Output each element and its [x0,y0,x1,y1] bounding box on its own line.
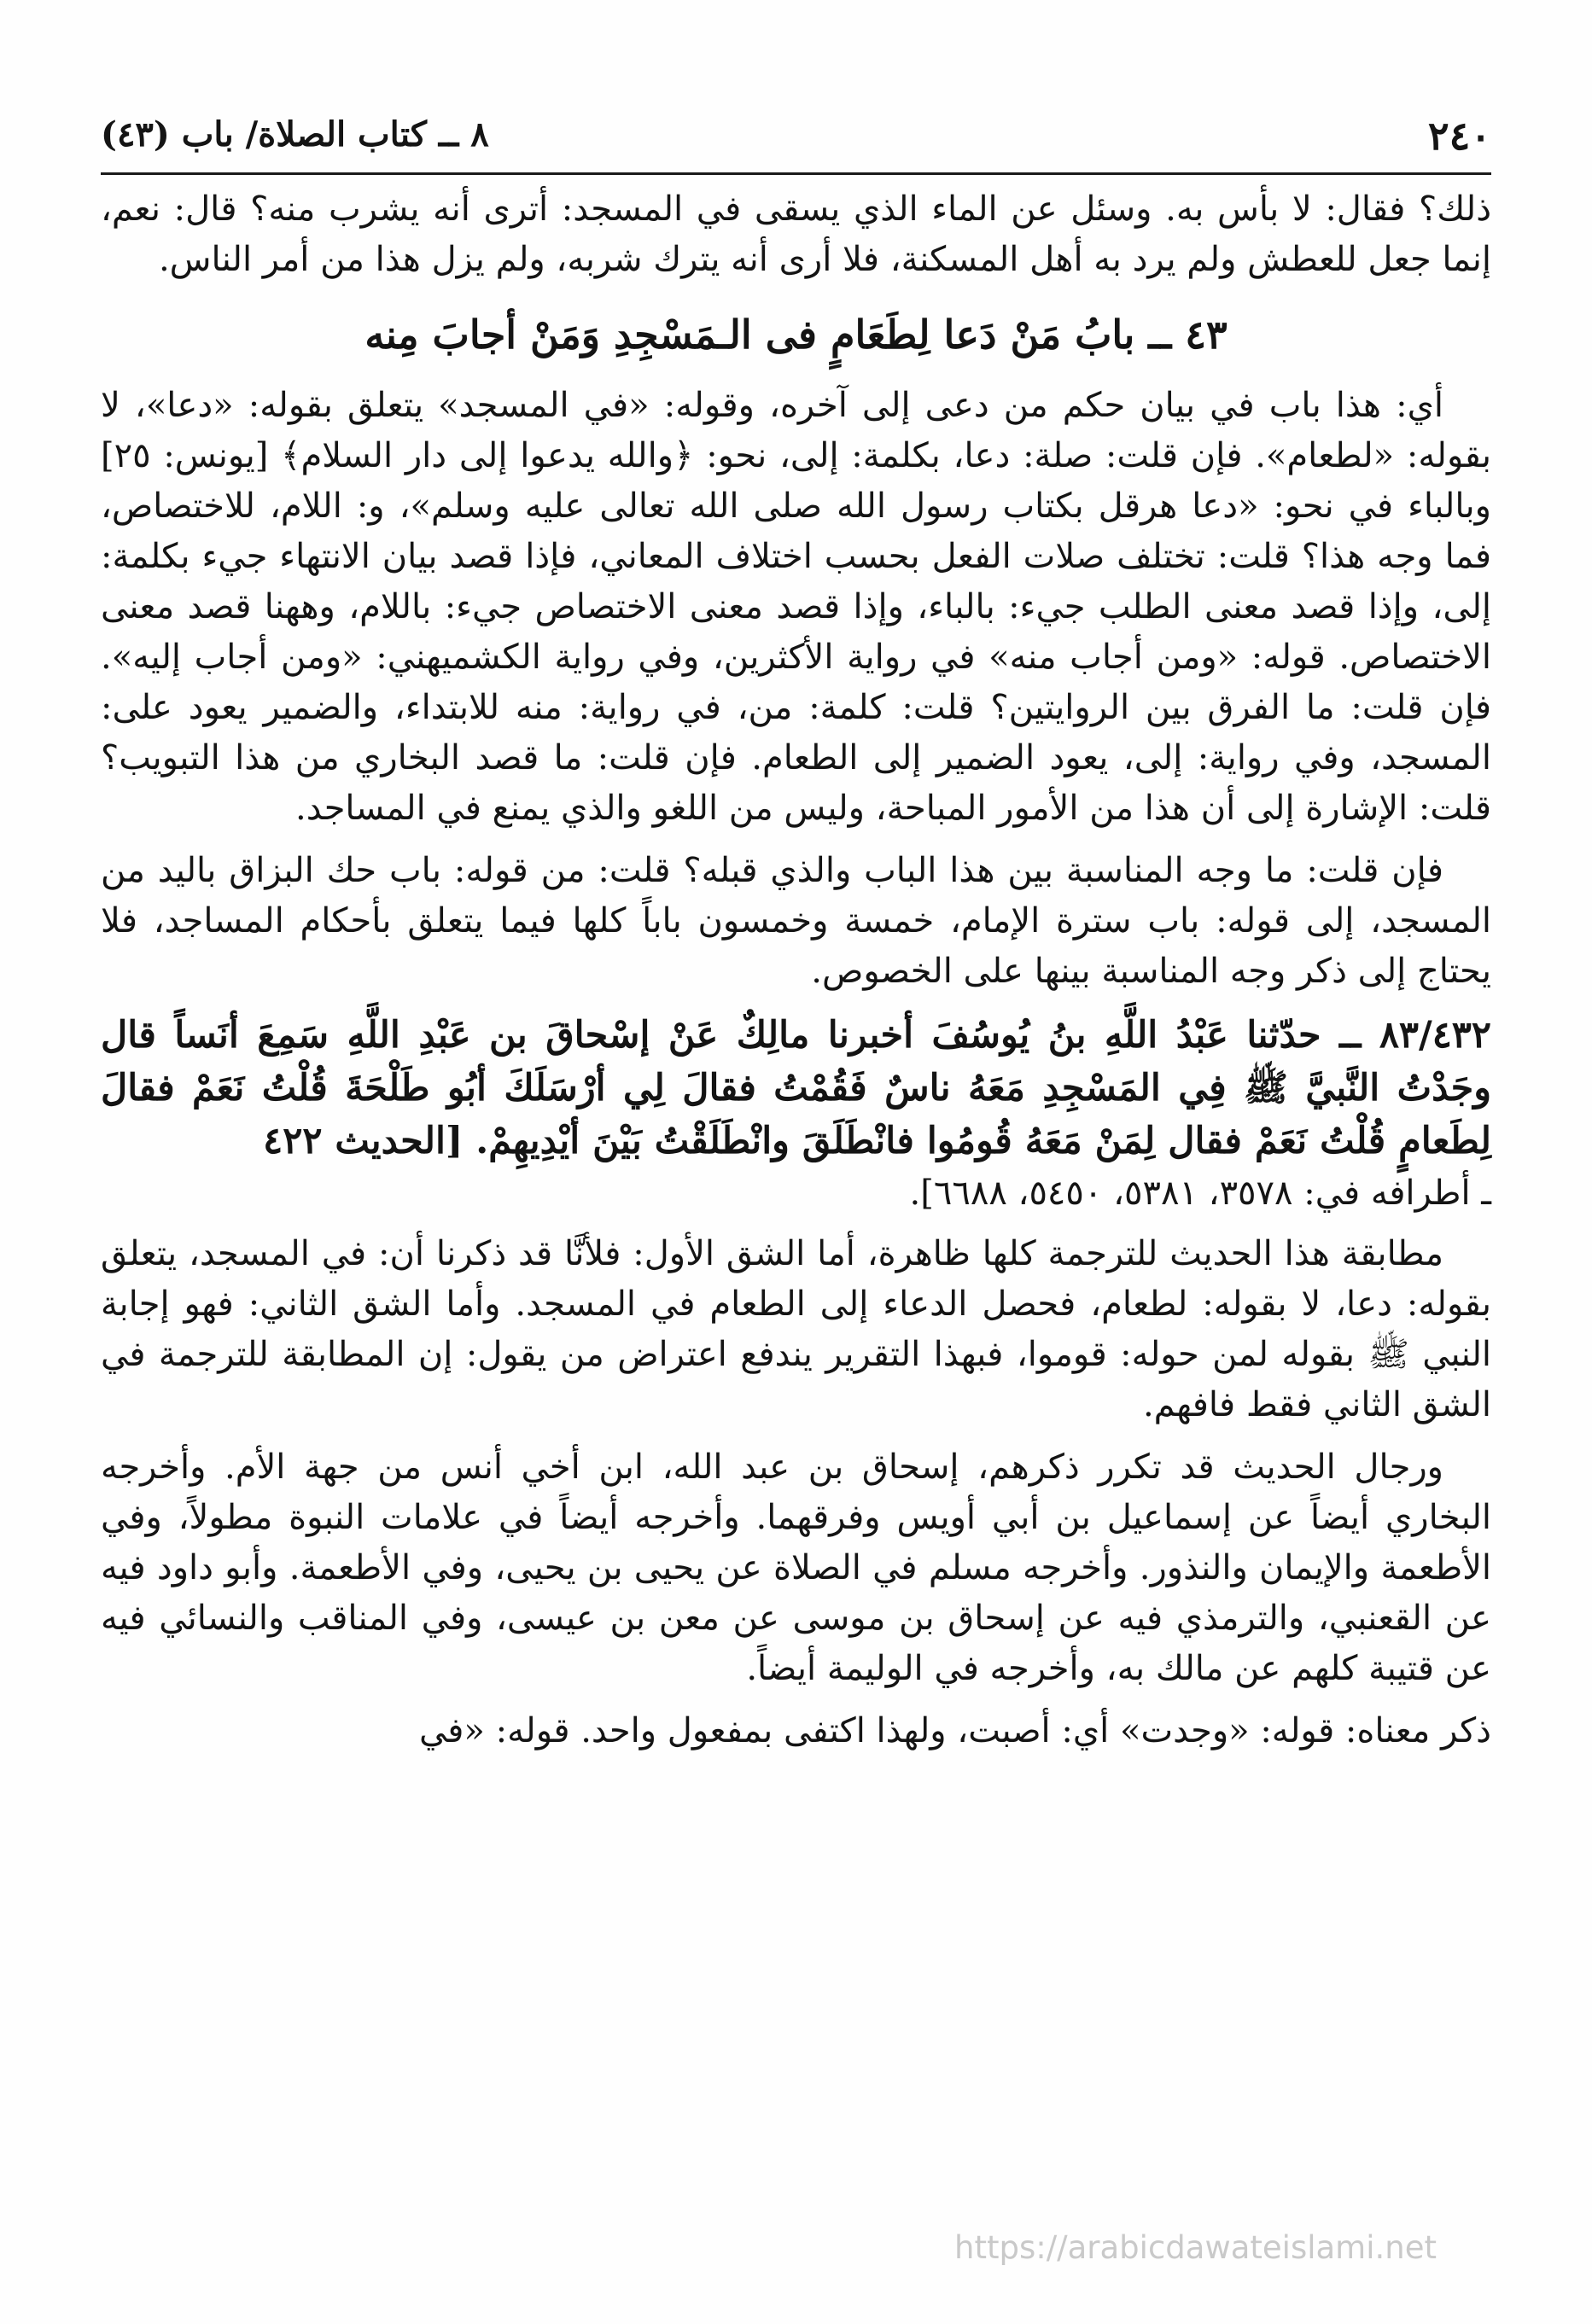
hadith-text: ٨٣/٤٣٢ ــ حدّثنا عَبْدُ اللَّهِ بنُ يُوسُفَ أخبرنا مالِكٌ عَنْ إسْحاقَ بن عَبْدِ اللَّهِ سَمِعَ أنَساً قال وجَدْتُ النَّبيَّ ﷺ فِي المَسْجِدِ مَعَهُ ناسٌ فَقُمْتُ فقالَ لِي أرْسَلَكَ أبُو طَلْحَةَ قُلْتُ نَعَمْ فقالَ لِطَعامٍ قُلْتُ نَعَمْ فقال لِمَنْ مَعَهُ قُومُوا فانْطَلَقَ وانْطَلَقْتُ بَيْنَ أيْدِيهِمْ. [الحديث ٤٢٢ [101,1014,1491,1162]
commentary-paragraph: ذكر معناه: قوله: «وجدت» أي: أصبت، ولهذا اكتفى بمفعول واحد. قوله: «في [418,1711,1491,1750]
commentary-paragraph: فإن قلت: ما وجه المناسبة بين هذا الباب والذي قبله؟ قلت: من قوله: باب حك البزاق باليد من المسجد، إلى قوله: باب سترة الإمام، خمسة وخمسون باباً كلها فيما يتعلق بأحكام المساجد، فلا يحتاج إلى ذكر وجه المناسبة بينها على الخصوص. [101,851,1491,991]
commentary-paragraph: أي: هذا باب في بيان حكم من دعى إلى آخره، وقوله: «في المسجد» يتعلق بقوله: «دعا»، لا بقوله: «لطعام». فإن قلت: صلة: دعا، بكلمة: إلى، نحو: ﴿والله يدعوا إلى دار السلام﴾ [يونس: ٢٥] وبالباء في نحو: «دعا هرقل بكتاب رسول الله صلى الله تعالى عليه وسلم»، و: اللام، للاختصاص، فما وجه هذا؟ قلت: تختلف صلات الفعل بحسب اختلاف المعاني، فإذا قصد بيان الانتهاء جيء بكلمة: إلى، وإذا قصد معنى الطلب جيء: بالباء، وإذا قصد معنى الاختصاص جيء: باللام، وههنا قصد معنى الاختصاص. قوله: «ومن أجاب منه» في رواية الأكثرين، وفي رواية الكشميهني: «ومن أجاب إليه». فإن قلت: ما الفرق بين الروايتين؟ قلت: كلمة: من، في رواية: منه للابتداء، والضمير يعود على: المسجد، وفي رواية: إلى، يعود الضمير إلى الطعام. فإن قلت: ما قصد البخاري من هذا التبويب؟ قلت: الإشارة إلى أن هذا من الأمور المباحة، وليس من اللغو والذي يمنع في المساجد. [101,386,1491,828]
header-divider [101,172,1491,175]
hadith-cross-references: ـ أطرافه في: ٣٥٧٨، ٥٣٨١، ٥٤٥٠، ٦٦٨٨]. [909,1174,1491,1213]
chapter-title: ٨ ــ كتاب الصلاة/ باب (٤٣) [101,114,489,154]
page-number: ٢٤٠ [1427,113,1491,159]
source-watermark: https://arabicdawateislami.net [954,2229,1437,2266]
main-text [101,184,1491,1756]
commentary-paragraph: ورجال الحديث قد تكرر ذكرهم، إسحاق بن عبد الله، ابن أخي أنس من جهة الأم. وأخرجه البخاري أيضاً عن إسماعيل بن أبي أويس وفرقهما. وأخرجه أيضاً في علامات النبوة مطولاً، وفي الأطعمة والإيمان والنذور. وأخرجه مسلم في الصلاة عن يحيى بن يحيى، وفي الأطعمة. وأبو داود فيه عن القعنبي، والترمذي فيه عن إسحاق بن موسى عن معن بن عيسى، وفي المناقب والنسائي فيه عن قتيبة كلهم عن مالك به، وأخرجه في الوليمة أيضاً. [101,1447,1491,1688]
paragraph-continuation: ذلك؟ فقال: لا بأس به. وسئل عن الماء الذي يسقى في المسجد: أترى أنه يشرب منه؟ قال: نعم، إنما جعل للعطش ولم يرد به أهل المسكنة، فلا أرى أنه يترك شربه، ولم يزل هذا من أمر الناس. [101,189,1491,279]
section-heading: ٤٣ ــ بابُ مَنْ دَعا لِطَعَامٍ فى الـمَسْجِدِ وَمَنْ أجابَ مِنه [364,312,1228,358]
running-header [101,102,1491,171]
commentary-paragraph: مطابقة هذا الحديث للترجمة كلها ظاهرة، أما الشق الأول: فلأنَّا قد ذكرنا أن: في المسجد، يتعلق بقوله: دعا، لا بقوله: لطعام، فحصل الدعاء إلى الطعام في المسجد. وأما الشق الثاني: فهو إجابة النبي ﷺ بقوله لمن حوله: قوموا، فبهذا التقرير يندفع اعتراض من يقول: إن المطابقة للترجمة في الشق الثاني فقط فافهم. [101,1234,1491,1424]
